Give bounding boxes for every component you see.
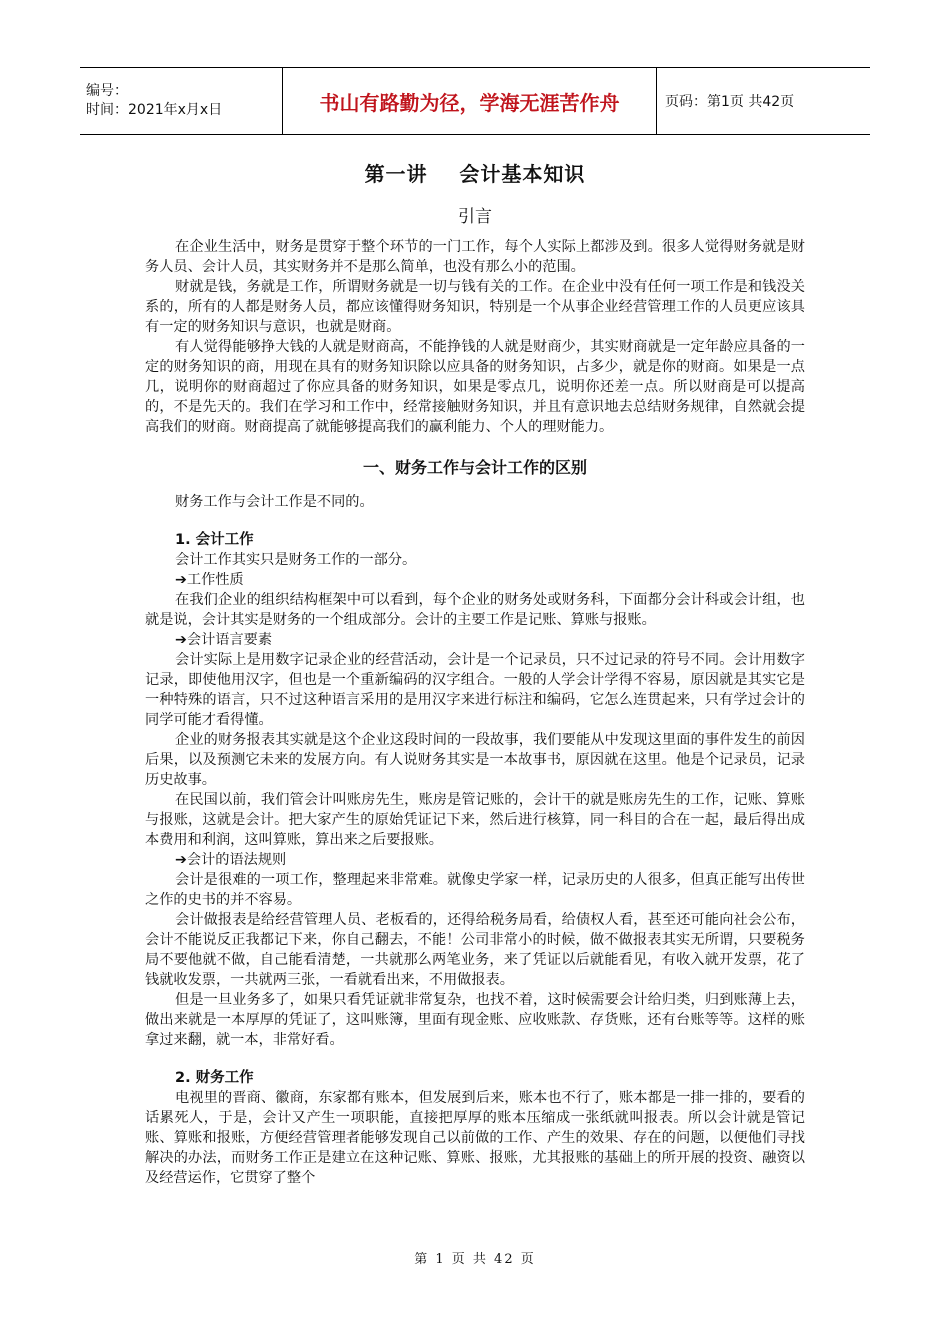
arrow-bullet (145, 630, 805, 650)
intro-paragraph: 有人觉得能够挣大钱的人就是财商高，不能挣钱的人就是财商少，其实财商就是一定年龄应具备的一定的财务知识的商，用现在具有的财务知识除以应具备的财务知识，占多少，就是你的财商。如果是一点几，说明你的财商超过了你应具备的财务知识，如果是零点几，说明你还差一点。所以财商是可以提高的，不是先天的。我们在学习和工作中，经常接触财务知识，并且有意识地去总结财务规律，自然就会提高我们的财商。财商提高了就能够提高我们的赢利能力、个人的理财能力。 (145, 339, 805, 435)
paragraph: 会计工作其实只是财务工作的一部分。 (175, 552, 417, 568)
arrow-bullet-label: 会计的语法规则 (186, 852, 287, 868)
document-body (145, 150, 805, 1188)
paragraph: 会计做报表是给经营管理人员、老板看的，还得给税务局看，给债权人看，甚至还可能向社会公布，会计不能说反正我都记下来，你自己翻去，不能！公司非常小的时候，做不做报表其实无所谓，只要税务局不要他就不做，自己能看清楚，一共就那么两笔业务，来了凭证以后就能看见，有收入就开发票，花了钱就收发票，一共就两三张，一看就看出来，不用做报表。 (145, 912, 805, 988)
paragraph: 电视里的晋商、徽商，东家都有账本，但发展到后来，账本也不行了，账本都是一排一排的，要看的话累死人，于是，会计又产生一项职能，直接把厚厚的账本压缩成一张纸就叫报表。所以会计就是管记账、算账和报账，方便经营管理者能够发现自己以前做的工作、产生的效果、存在的问题，以便他们寻找解决的办法，而财务工作正是建立在这种记账、算账、报账，尤其报账的基础上的所开展的投资、融资以及经营运作，它贯穿了整个 (145, 1090, 805, 1186)
arrow-bullet (145, 850, 805, 870)
paragraph: 会计是很难的一项工作，整理起来非常难。就像史学家一样，记录历史的人很多，但真正能写出传世之作的史书的并不容易。 (145, 872, 805, 908)
paragraph: 但是一旦业务多了，如果只看凭证就非常复杂，也找不着，这时候需要会计给归类，归到账薄上去，做出来就是一本厚厚的凭证了，这叫账簿，里面有现金账、应收账款、存货账，还有台账等等。这样的账拿过来翻，就一本，非常好看。 (145, 992, 805, 1048)
paragraph: 在民国以前，我们管会计叫账房先生，账房是管记账的，会计干的就是账房先生的工作，记账、算账与报账，这就是会计。把大家产生的原始凭证记下来，然后进行核算，同一科目的合在一起，最后得出成本费用和利润，这叫算账，算出来之后要报账。 (145, 792, 805, 848)
arrow-bullet-label: 会计语言要素 (186, 632, 273, 648)
arrow-icon: ➔ (175, 572, 187, 588)
header-page-info: 页码：第1页 共42页 (657, 68, 871, 135)
subsection-heading-finance: 2. 财务工作 (175, 1070, 254, 1086)
header-meta (80, 68, 283, 135)
arrow-bullet-label: 工作性质 (186, 572, 244, 588)
page-footer: 第 1 页 共 42 页 (414, 1252, 536, 1267)
lecture-title: 第一讲 会计基本知识 (364, 162, 586, 186)
arrow-icon: ➔ (175, 852, 187, 868)
arrow-bullet (145, 570, 805, 590)
intro-heading: 引言 (458, 207, 492, 227)
section-intro: 财务工作与会计工作是不同的。 (175, 494, 374, 510)
subsection-heading-accounting: 1. 会计工作 (175, 532, 254, 548)
document-number-label: 编号： (86, 83, 128, 99)
arrow-icon: ➔ (175, 632, 187, 648)
header-motto: 书山有路勤为径，学海无涯苦作舟 (283, 68, 657, 135)
paragraph: 在我们企业的组织结构框架中可以看到，每个企业的财务处或财务科，下面都分会计科或会计组，也就是说，会计其实是财务的一个组成部分。会计的主要工作是记账、算账与报账。 (145, 592, 805, 628)
document-date-label: 时间：2021年x月x日 (86, 102, 223, 118)
intro-paragraph: 财就是钱，务就是工作，所谓财务就是一切与钱有关的工作。在企业中没有任何一项工作是和钱没关系的，所有的人都是财务人员，都应该懂得财务知识，特别是一个从事企业经营管理工作的人员更应该具有一定的财务知识与意识，也就是财商。 (145, 279, 805, 335)
paragraph: 企业的财务报表其实就是这个企业这段时间的一段故事，我们要能从中发现这里面的事件发生的前因后果，以及预测它未来的发展方向。有人说财务其实是一本故事书，原因就在这里。他是个记录员，记录历史故事。 (145, 732, 805, 788)
page-header (80, 67, 870, 135)
paragraph: 会计实际上是用数字记录企业的经营活动，会计是一个记录员，只不过记录的符号不同。会计用数字记录，即使他用汉字，但也是一个重新编码的汉字组合。一般的人学会计学得不容易，原因就是其实它是一种特殊的语言，只不过这种语言采用的是用汉字来进行标注和编码，它怎么连贯起来，只有学过会计的同学可能才看得懂。 (145, 652, 805, 728)
section-heading: 一、财务工作与会计工作的区别 (362, 458, 587, 477)
intro-paragraph: 在企业生活中，财务是贯穿于整个环节的一门工作，每个人实际上都涉及到。很多人觉得财务就是财务人员、会计人员，其实财务并不是那么简单，也没有那么小的范围。 (145, 239, 805, 275)
